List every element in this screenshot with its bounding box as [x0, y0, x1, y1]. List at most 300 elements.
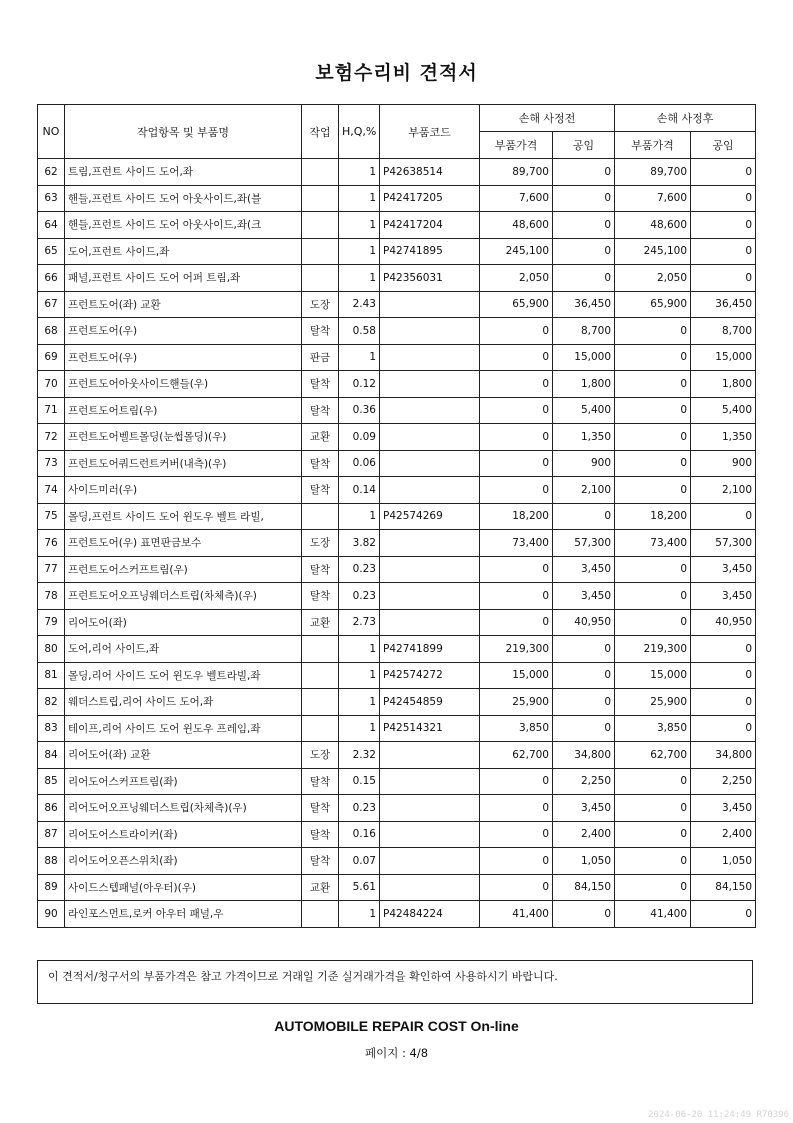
cell-after-labor: 34,800	[691, 742, 756, 769]
cell-before-labor: 84,150	[553, 874, 615, 901]
cell-item-name: 도어,프런트 사이드,좌	[65, 238, 302, 265]
cell-part-code	[380, 742, 480, 769]
table-row	[38, 530, 756, 557]
cell-before-labor: 0	[553, 503, 615, 530]
cell-before-part-price: 0	[480, 344, 553, 371]
cell-part-code	[380, 397, 480, 424]
cell-work: 판금	[302, 344, 339, 371]
cell-work: 탈착	[302, 821, 339, 848]
cell-no: 64	[38, 212, 65, 239]
cell-part-code: P42741895	[380, 238, 480, 265]
cell-after-part-price: 0	[615, 583, 691, 610]
cell-before-labor: 0	[553, 662, 615, 689]
cell-before-labor: 900	[553, 450, 615, 477]
table-row	[38, 291, 756, 318]
header-work: 작업	[302, 105, 339, 159]
cell-work: 도장	[302, 742, 339, 769]
cell-part-code: P42356031	[380, 265, 480, 292]
cell-before-part-price: 0	[480, 768, 553, 795]
cell-after-part-price: 2,050	[615, 265, 691, 292]
cell-item-name: 리어도어(좌)	[65, 609, 302, 636]
cell-hq: 2.32	[339, 742, 380, 769]
notice-box	[37, 960, 753, 1004]
cell-work	[302, 901, 339, 928]
cell-item-name: 트림,프런트 사이드 도어,좌	[65, 159, 302, 186]
cell-item-name: 프런트도어(우)	[65, 344, 302, 371]
cell-part-code	[380, 556, 480, 583]
cell-before-part-price: 89,700	[480, 159, 553, 186]
cell-work: 탈착	[302, 371, 339, 398]
cell-part-code	[380, 768, 480, 795]
cell-after-labor: 8,700	[691, 318, 756, 345]
table-row	[38, 477, 756, 504]
cell-before-part-price: 245,100	[480, 238, 553, 265]
cell-before-part-price: 48,600	[480, 212, 553, 239]
cell-item-name: 라인포스먼트,로커 아우터 패널,우	[65, 901, 302, 928]
cell-no: 68	[38, 318, 65, 345]
cell-hq: 0.23	[339, 795, 380, 822]
cell-hq: 1	[339, 344, 380, 371]
cell-item-name: 사이드스텝패널(아우터)(우)	[65, 874, 302, 901]
header-before-labor: 공임	[553, 132, 615, 159]
cell-no: 86	[38, 795, 65, 822]
cell-item-name: 프런트도어벨트몰딩(눈썹몰딩)(우)	[65, 424, 302, 451]
cell-before-labor: 34,800	[553, 742, 615, 769]
table-row	[38, 318, 756, 345]
cell-item-name: 프런트도어(좌) 교환	[65, 291, 302, 318]
cell-part-code: P42417204	[380, 212, 480, 239]
cell-item-name: 도어,리어 사이드,좌	[65, 636, 302, 663]
cell-after-labor: 5,400	[691, 397, 756, 424]
cell-after-part-price: 18,200	[615, 503, 691, 530]
cell-after-labor: 36,450	[691, 291, 756, 318]
cell-after-labor: 1,800	[691, 371, 756, 398]
cell-work: 교환	[302, 609, 339, 636]
cell-hq: 1	[339, 636, 380, 663]
cell-after-part-price: 0	[615, 477, 691, 504]
header-hq: H,Q,%	[339, 105, 380, 159]
cell-work	[302, 265, 339, 292]
table-row	[38, 212, 756, 239]
cell-hq: 3.82	[339, 530, 380, 557]
cell-work: 탈착	[302, 795, 339, 822]
cell-before-labor: 3,450	[553, 583, 615, 610]
cell-before-part-price: 0	[480, 609, 553, 636]
table-row	[38, 265, 756, 292]
cell-no: 76	[38, 530, 65, 557]
cell-part-code	[380, 318, 480, 345]
cell-hq: 1	[339, 689, 380, 716]
cell-before-part-price: 73,400	[480, 530, 553, 557]
cell-part-code	[380, 530, 480, 557]
cell-item-name: 프런트도어(우) 표면판금보수	[65, 530, 302, 557]
cell-work	[302, 238, 339, 265]
cell-hq: 0.07	[339, 848, 380, 875]
cell-before-labor: 2,250	[553, 768, 615, 795]
cell-no: 80	[38, 636, 65, 663]
cell-before-part-price: 0	[480, 821, 553, 848]
header-no: NO	[38, 105, 65, 159]
cell-no: 82	[38, 689, 65, 716]
cell-before-part-price: 0	[480, 583, 553, 610]
cell-after-part-price: 41,400	[615, 901, 691, 928]
cell-work: 교환	[302, 874, 339, 901]
cell-after-labor: 2,250	[691, 768, 756, 795]
table-body	[38, 159, 756, 928]
cell-item-name: 몰딩,프런트 사이드 도어 윈도우 벨트 라빌,	[65, 503, 302, 530]
notice-text: 이 견적서/청구서의 부품가격은 참고 가격이므로 거래일 기준 실거래가격을 확인하여 사용하시기 바랍니다.	[48, 970, 558, 983]
page-number: 페이지 : 4/8	[364, 1046, 429, 1060]
cell-hq: 2.73	[339, 609, 380, 636]
cell-work: 도장	[302, 291, 339, 318]
cell-item-name: 프런트도어아웃사이드핸들(우)	[65, 371, 302, 398]
estimate-table	[37, 104, 756, 928]
cell-after-labor: 0	[691, 901, 756, 928]
cell-after-labor: 0	[691, 715, 756, 742]
cell-no: 63	[38, 185, 65, 212]
table-row	[38, 159, 756, 186]
cell-no: 72	[38, 424, 65, 451]
cell-part-code	[380, 821, 480, 848]
cell-part-code: P42484224	[380, 901, 480, 928]
table-row	[38, 238, 756, 265]
cell-no: 87	[38, 821, 65, 848]
cell-before-part-price: 0	[480, 450, 553, 477]
cell-hq: 0.12	[339, 371, 380, 398]
cell-before-part-price: 0	[480, 371, 553, 398]
table-row	[38, 424, 756, 451]
cell-after-part-price: 0	[615, 450, 691, 477]
cell-no: 88	[38, 848, 65, 875]
cell-hq: 1	[339, 238, 380, 265]
cell-before-part-price: 3,850	[480, 715, 553, 742]
cell-item-name: 패널,프런트 사이드 도어 어퍼 트림,좌	[65, 265, 302, 292]
cell-no: 84	[38, 742, 65, 769]
cell-hq: 1	[339, 901, 380, 928]
print-timestamp: 2024-06-20 11:24:49 R70396	[648, 1110, 789, 1120]
header-before: 손해 사정전	[480, 105, 615, 132]
cell-after-labor: 0	[691, 185, 756, 212]
cell-no: 77	[38, 556, 65, 583]
cell-before-labor: 40,950	[553, 609, 615, 636]
table-row	[38, 662, 756, 689]
cell-part-code	[380, 583, 480, 610]
cell-before-labor: 0	[553, 238, 615, 265]
document-title: 보험수리비 견적서	[315, 62, 478, 84]
cell-before-labor: 1,050	[553, 848, 615, 875]
cell-part-code: P42574272	[380, 662, 480, 689]
cell-after-labor: 3,450	[691, 583, 756, 610]
cell-before-part-price: 0	[480, 556, 553, 583]
cell-before-labor: 1,350	[553, 424, 615, 451]
table-row	[38, 742, 756, 769]
cell-before-part-price: 7,600	[480, 185, 553, 212]
cell-item-name: 리어도어오프닝웨더스트립(차체측)(우)	[65, 795, 302, 822]
cell-before-labor: 0	[553, 636, 615, 663]
cell-after-labor: 0	[691, 265, 756, 292]
cell-part-code	[380, 874, 480, 901]
table-header	[38, 105, 756, 159]
cell-after-labor: 3,450	[691, 556, 756, 583]
table-row	[38, 848, 756, 875]
cell-no: 66	[38, 265, 65, 292]
table-row	[38, 450, 756, 477]
cell-no: 65	[38, 238, 65, 265]
cell-after-labor: 40,950	[691, 609, 756, 636]
table-row	[38, 768, 756, 795]
cell-part-code	[380, 848, 480, 875]
cell-after-part-price: 0	[615, 556, 691, 583]
cell-work	[302, 636, 339, 663]
cell-after-labor: 2,100	[691, 477, 756, 504]
cell-before-part-price: 0	[480, 848, 553, 875]
table-row	[38, 556, 756, 583]
cell-after-labor: 1,050	[691, 848, 756, 875]
cell-work	[302, 212, 339, 239]
cell-work: 탈착	[302, 477, 339, 504]
cell-before-labor: 2,400	[553, 821, 615, 848]
cell-work	[302, 689, 339, 716]
cell-part-code	[380, 609, 480, 636]
cell-after-part-price: 0	[615, 821, 691, 848]
cell-before-part-price: 0	[480, 874, 553, 901]
cell-after-labor: 57,300	[691, 530, 756, 557]
cell-after-labor: 84,150	[691, 874, 756, 901]
cell-part-code	[380, 450, 480, 477]
cell-after-labor: 900	[691, 450, 756, 477]
cell-after-labor: 15,000	[691, 344, 756, 371]
cell-before-part-price: 219,300	[480, 636, 553, 663]
table-row	[38, 397, 756, 424]
footer-brand: AUTOMOBILE REPAIR COST On-line	[274, 1018, 519, 1034]
cell-no: 71	[38, 397, 65, 424]
header-after-part-price: 부품가격	[615, 132, 691, 159]
cell-part-code: P42574269	[380, 503, 480, 530]
cell-part-code	[380, 344, 480, 371]
table-row	[38, 609, 756, 636]
cell-after-part-price: 245,100	[615, 238, 691, 265]
cell-before-labor: 0	[553, 159, 615, 186]
cell-part-code	[380, 371, 480, 398]
cell-before-labor: 3,450	[553, 556, 615, 583]
cell-before-labor: 0	[553, 689, 615, 716]
cell-item-name: 리어도어(좌) 교환	[65, 742, 302, 769]
cell-item-name: 프런트도어쿼드런트커버(내측)(우)	[65, 450, 302, 477]
cell-item-name: 리어도어오픈스위치(좌)	[65, 848, 302, 875]
table-row	[38, 901, 756, 928]
cell-before-labor: 0	[553, 265, 615, 292]
cell-item-name: 몰딩,리어 사이드 도어 윈도우 벨트라빌,좌	[65, 662, 302, 689]
cell-hq: 0.36	[339, 397, 380, 424]
cell-part-code	[380, 291, 480, 318]
cell-hq: 0.58	[339, 318, 380, 345]
cell-before-part-price: 0	[480, 795, 553, 822]
cell-part-code	[380, 795, 480, 822]
header-item: 작업항목 및 부품명	[65, 105, 302, 159]
cell-no: 83	[38, 715, 65, 742]
cell-after-part-price: 25,900	[615, 689, 691, 716]
cell-hq: 0.15	[339, 768, 380, 795]
cell-work: 탈착	[302, 556, 339, 583]
cell-after-part-price: 0	[615, 397, 691, 424]
cell-item-name: 핸들,프런트 사이드 도어 아웃사이드,좌(블	[65, 185, 302, 212]
table-row	[38, 583, 756, 610]
cell-hq: 1	[339, 503, 380, 530]
cell-before-labor: 36,450	[553, 291, 615, 318]
cell-after-labor: 0	[691, 238, 756, 265]
cell-no: 69	[38, 344, 65, 371]
cell-after-part-price: 0	[615, 874, 691, 901]
cell-hq: 1	[339, 185, 380, 212]
cell-after-labor: 0	[691, 159, 756, 186]
cell-after-part-price: 89,700	[615, 159, 691, 186]
cell-after-labor: 1,350	[691, 424, 756, 451]
cell-work: 탈착	[302, 450, 339, 477]
cell-part-code: P42741899	[380, 636, 480, 663]
cell-no: 89	[38, 874, 65, 901]
cell-no: 79	[38, 609, 65, 636]
cell-hq: 0.23	[339, 556, 380, 583]
cell-after-part-price: 0	[615, 609, 691, 636]
cell-after-labor: 0	[691, 662, 756, 689]
cell-before-part-price: 0	[480, 397, 553, 424]
cell-item-name: 프런트도어(우)	[65, 318, 302, 345]
cell-no: 78	[38, 583, 65, 610]
cell-before-labor: 0	[553, 901, 615, 928]
table-row	[38, 371, 756, 398]
cell-work	[302, 503, 339, 530]
cell-hq: 1	[339, 662, 380, 689]
cell-before-part-price: 65,900	[480, 291, 553, 318]
cell-work	[302, 715, 339, 742]
cell-before-part-price: 18,200	[480, 503, 553, 530]
cell-no: 90	[38, 901, 65, 928]
cell-part-code	[380, 477, 480, 504]
cell-item-name: 테이프,리어 사이드 도어 윈도우 프레임,좌	[65, 715, 302, 742]
header-code: 부품코드	[380, 105, 480, 159]
cell-before-part-price: 2,050	[480, 265, 553, 292]
header-before-part-price: 부품가격	[480, 132, 553, 159]
table-row	[38, 795, 756, 822]
cell-after-part-price: 73,400	[615, 530, 691, 557]
cell-hq: 0.06	[339, 450, 380, 477]
cell-item-name: 웨더스트립,리어 사이드 도어,좌	[65, 689, 302, 716]
cell-hq: 5.61	[339, 874, 380, 901]
cell-after-part-price: 0	[615, 848, 691, 875]
cell-no: 75	[38, 503, 65, 530]
cell-after-labor: 3,450	[691, 795, 756, 822]
cell-part-code: P42514321	[380, 715, 480, 742]
cell-before-labor: 57,300	[553, 530, 615, 557]
table-row	[38, 503, 756, 530]
cell-before-part-price: 25,900	[480, 689, 553, 716]
cell-item-name: 리어도어스트라이커(좌)	[65, 821, 302, 848]
table-row	[38, 715, 756, 742]
cell-no: 85	[38, 768, 65, 795]
cell-work	[302, 662, 339, 689]
cell-after-part-price: 219,300	[615, 636, 691, 663]
cell-after-labor: 0	[691, 689, 756, 716]
table-row	[38, 344, 756, 371]
cell-after-part-price: 62,700	[615, 742, 691, 769]
cell-after-part-price: 15,000	[615, 662, 691, 689]
cell-work: 탈착	[302, 397, 339, 424]
cell-hq: 1	[339, 265, 380, 292]
cell-before-labor: 1,800	[553, 371, 615, 398]
cell-after-part-price: 0	[615, 318, 691, 345]
cell-after-part-price: 48,600	[615, 212, 691, 239]
cell-hq: 0.14	[339, 477, 380, 504]
cell-after-part-price: 65,900	[615, 291, 691, 318]
cell-hq: 0.09	[339, 424, 380, 451]
cell-no: 74	[38, 477, 65, 504]
cell-work: 탈착	[302, 318, 339, 345]
cell-no: 62	[38, 159, 65, 186]
cell-part-code	[380, 424, 480, 451]
cell-after-labor: 0	[691, 212, 756, 239]
cell-before-part-price: 0	[480, 477, 553, 504]
cell-work	[302, 185, 339, 212]
cell-after-part-price: 0	[615, 424, 691, 451]
table-row	[38, 874, 756, 901]
cell-before-part-price: 0	[480, 424, 553, 451]
cell-item-name: 프런트도어오프닝웨더스트립(차체측)(우)	[65, 583, 302, 610]
table-row	[38, 636, 756, 663]
cell-work: 탈착	[302, 583, 339, 610]
cell-part-code: P42638514	[380, 159, 480, 186]
cell-item-name: 프런트도어트림(우)	[65, 397, 302, 424]
cell-part-code: P42454859	[380, 689, 480, 716]
cell-after-part-price: 0	[615, 795, 691, 822]
cell-item-name: 프런트도어스커프트림(우)	[65, 556, 302, 583]
cell-before-labor: 15,000	[553, 344, 615, 371]
cell-before-labor: 5,400	[553, 397, 615, 424]
cell-work: 도장	[302, 530, 339, 557]
cell-after-labor: 2,400	[691, 821, 756, 848]
cell-no: 73	[38, 450, 65, 477]
cell-item-name: 리어도어스커프트림(좌)	[65, 768, 302, 795]
cell-hq: 1	[339, 159, 380, 186]
cell-after-part-price: 7,600	[615, 185, 691, 212]
cell-before-part-price: 41,400	[480, 901, 553, 928]
cell-work: 교환	[302, 424, 339, 451]
cell-hq: 2.43	[339, 291, 380, 318]
cell-before-part-price: 0	[480, 318, 553, 345]
cell-hq: 1	[339, 715, 380, 742]
cell-after-part-price: 0	[615, 371, 691, 398]
cell-before-labor: 3,450	[553, 795, 615, 822]
cell-part-code: P42417205	[380, 185, 480, 212]
cell-after-part-price: 3,850	[615, 715, 691, 742]
cell-before-part-price: 15,000	[480, 662, 553, 689]
cell-hq: 1	[339, 212, 380, 239]
cell-item-name: 핸들,프런트 사이드 도어 아웃사이드,좌(크	[65, 212, 302, 239]
cell-before-part-price: 62,700	[480, 742, 553, 769]
table-row	[38, 185, 756, 212]
cell-work	[302, 159, 339, 186]
header-after: 손해 사정후	[615, 105, 756, 132]
cell-item-name: 사이드미러(우)	[65, 477, 302, 504]
header-after-labor: 공임	[691, 132, 756, 159]
cell-hq: 0.23	[339, 583, 380, 610]
table-row	[38, 821, 756, 848]
cell-after-part-price: 0	[615, 344, 691, 371]
cell-no: 81	[38, 662, 65, 689]
cell-after-labor: 0	[691, 636, 756, 663]
cell-no: 67	[38, 291, 65, 318]
cell-no: 70	[38, 371, 65, 398]
cell-after-labor: 0	[691, 503, 756, 530]
